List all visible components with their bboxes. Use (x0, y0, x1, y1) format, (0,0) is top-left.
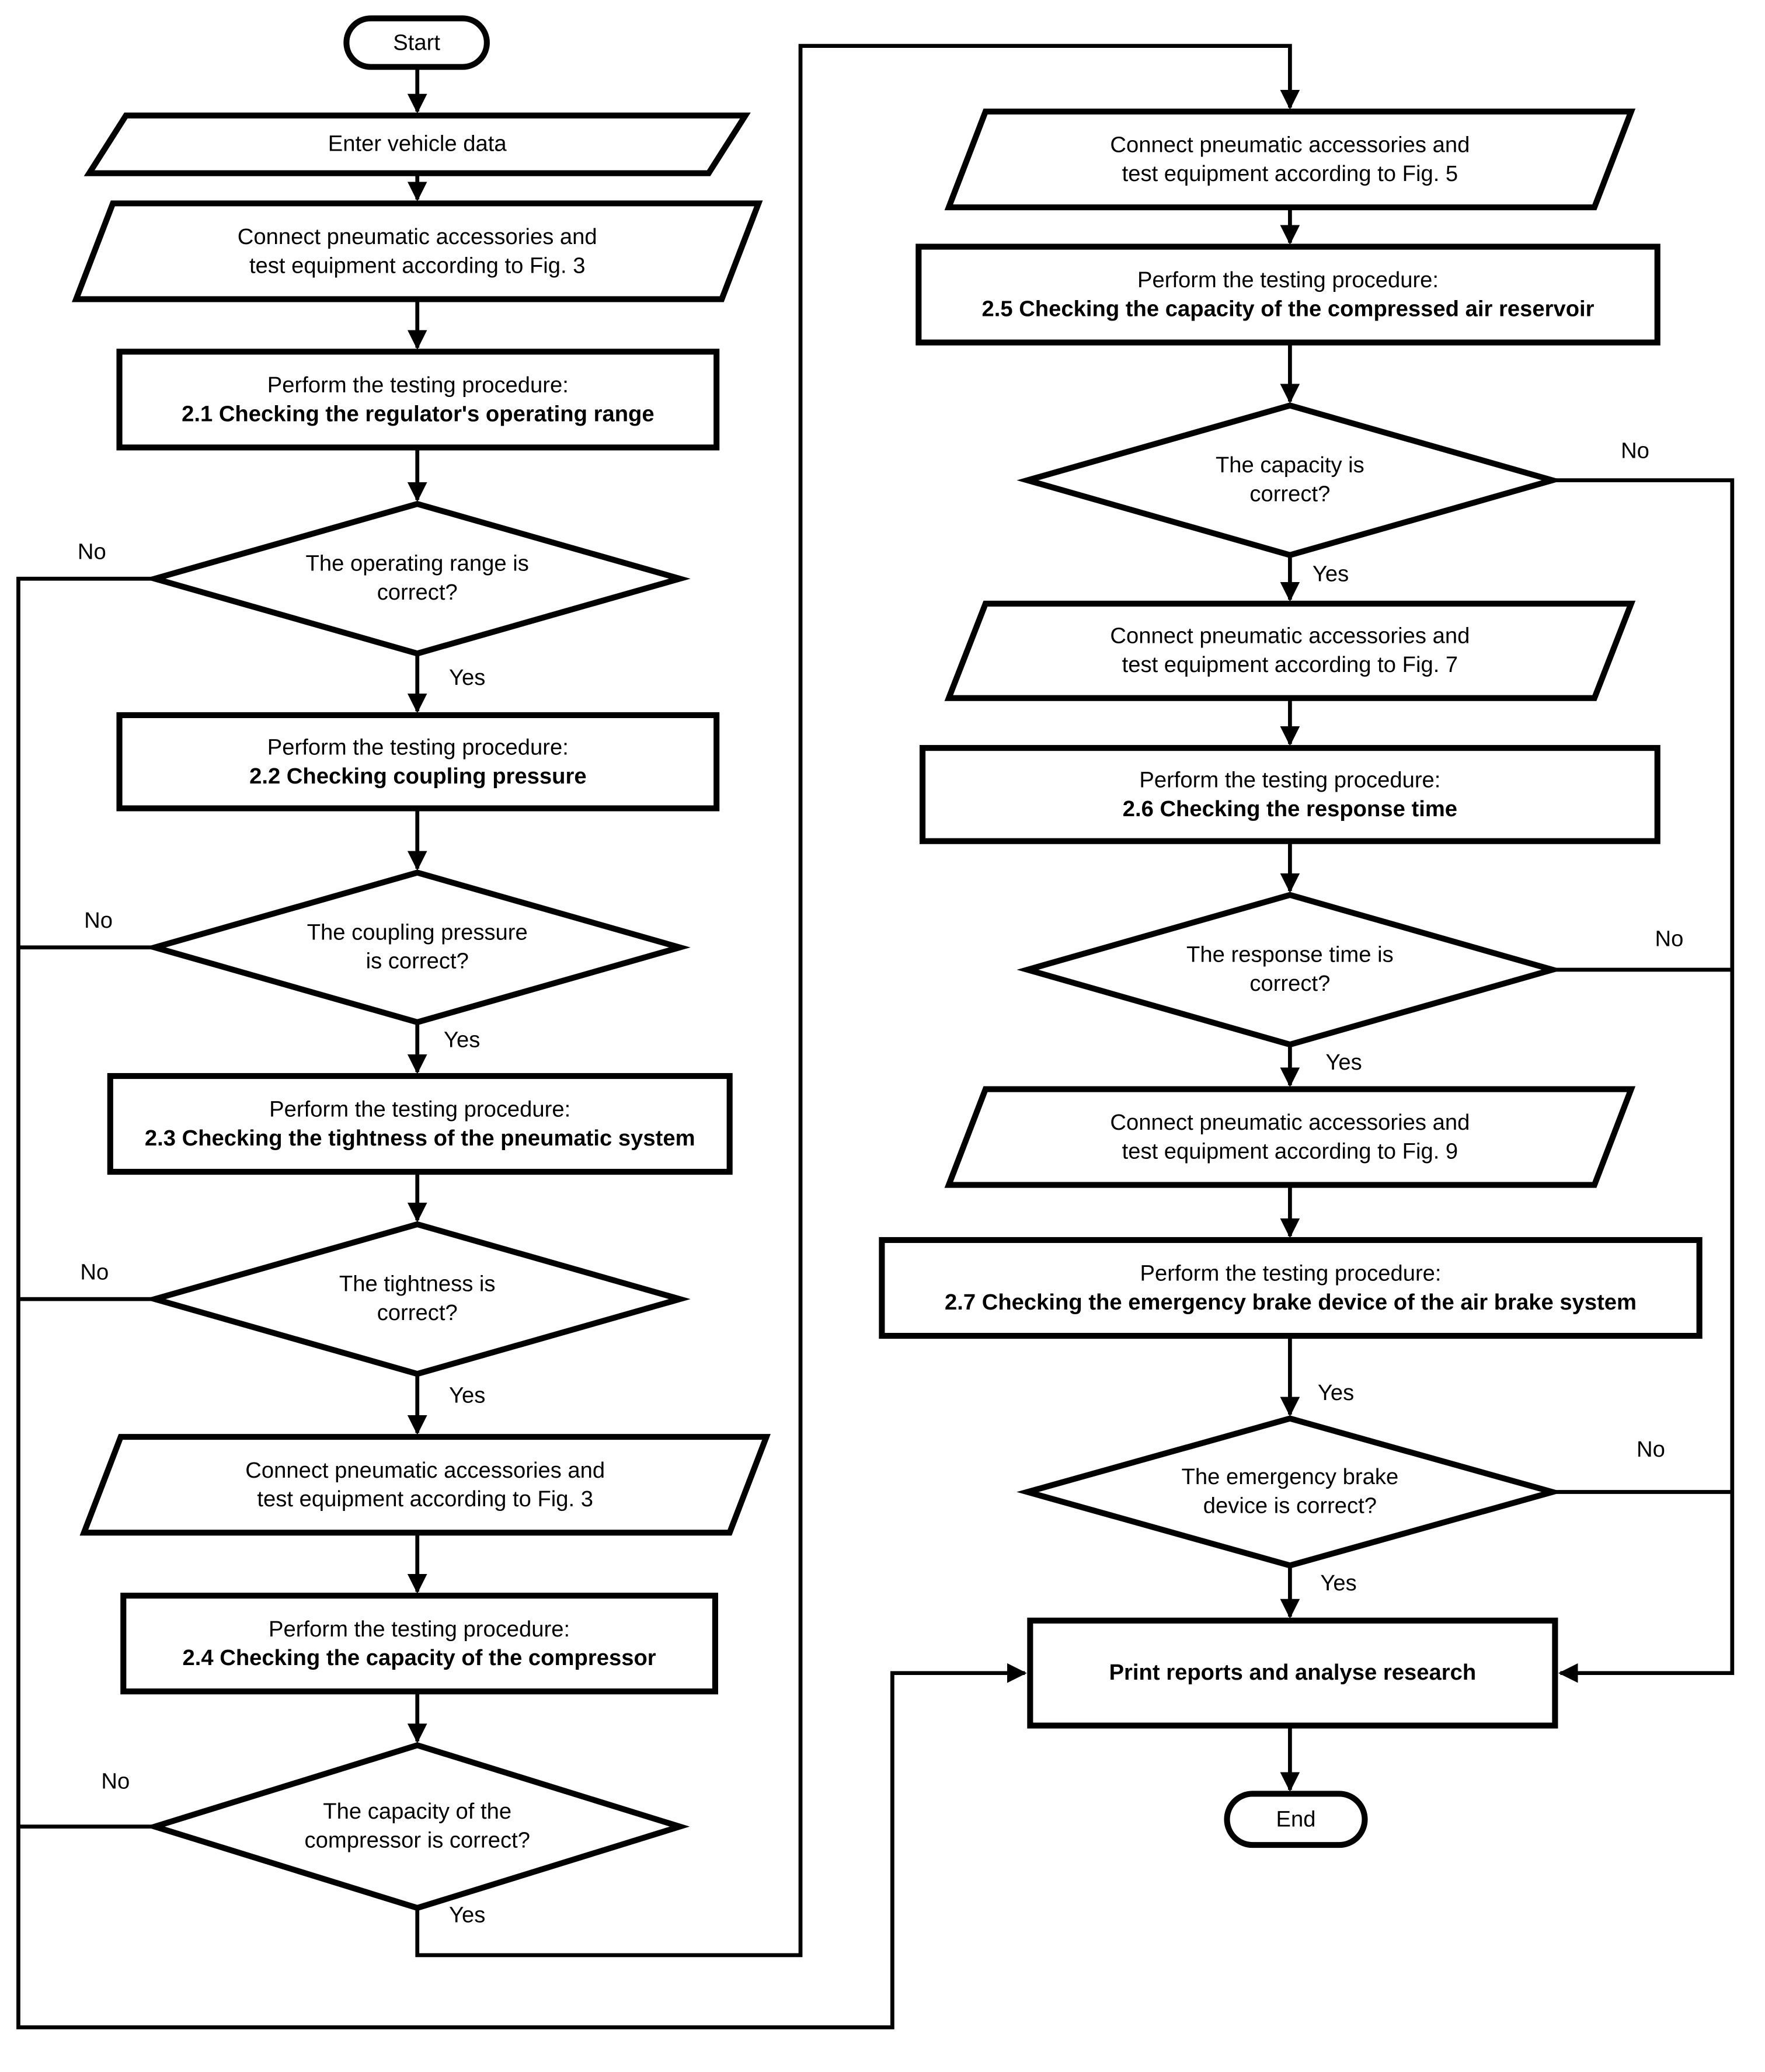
label-yes-tightness: Yes (448, 1383, 486, 1408)
decision-operating-range (155, 504, 680, 653)
decision-operating-range-line2: correct? (377, 580, 458, 605)
decision-capacity-line2: correct? (1249, 481, 1331, 507)
decision-coupling-pressure-line2: is correct? (365, 949, 469, 974)
connect-fig5-line2: test equipment according to Fig. 5 (1122, 161, 1458, 186)
decision-tightness-line1: The tightness is (339, 1272, 496, 1297)
print-reports-line1: Print reports and analyse research (1109, 1660, 1477, 1686)
process-2-6 (922, 748, 1658, 841)
process-2-4 (123, 1596, 715, 1691)
label-yes-before-emergency: Yes (1317, 1380, 1355, 1406)
connect-fig5-line1: Connect pneumatic accessories and (1110, 132, 1470, 158)
process-2-1-line2: 2.1 Checking the regulator's operating range (182, 401, 655, 426)
connect-fig3b-line2: test equipment according to Fig. 3 (257, 1486, 594, 1512)
label-no-emergency: No (1637, 1437, 1665, 1462)
process-2-6-line2: 2.6 Checking the response time (1122, 796, 1458, 821)
label-no-response-time: No (1655, 926, 1684, 952)
decision-capacity-line1: The capacity is (1215, 452, 1364, 478)
decision-response-time (1028, 895, 1552, 1044)
io-connect-fig3a (76, 203, 758, 299)
process-2-4-line2: 2.4 Checking the capacity of the compressor (182, 1645, 656, 1670)
process-2-1-line1: Perform the testing procedure: (267, 372, 569, 398)
label-no-tightness: No (80, 1259, 109, 1285)
process-2-5-line1: Perform the testing procedure: (1137, 267, 1439, 292)
label-yes-compressor: Yes (448, 1903, 486, 1928)
label-yes-coupling-pressure: Yes (443, 1027, 481, 1053)
start-terminator (346, 18, 486, 67)
connect-fig3b-line1: Connect pneumatic accessories and (245, 1457, 605, 1483)
decision-compressor (155, 1745, 680, 1908)
process-2-5-line2: 2.5 Checking the capacity of the compressed air reservoir (981, 295, 1595, 321)
process-2-2-line2: 2.2 Checking coupling pressure (249, 762, 587, 788)
label-yes-emergency: Yes (1320, 1570, 1357, 1596)
label-no-compressor: No (101, 1768, 130, 1794)
process-2-7 (882, 1240, 1699, 1336)
label-no-operating-range: No (77, 539, 106, 565)
enter-vehicle-data-line1: Enter vehicle data (328, 131, 507, 156)
connect-fig3a-line2: test equipment according to Fig. 3 (249, 252, 586, 278)
label-yes-capacity: Yes (1312, 561, 1349, 587)
process-2-3 (110, 1076, 730, 1172)
process-2-7-line1: Perform the testing procedure: (1140, 1260, 1442, 1286)
process-2-6-line1: Perform the testing procedure: (1139, 767, 1441, 792)
io-connect-fig9 (949, 1089, 1631, 1185)
decision-coupling-pressure (155, 873, 680, 1022)
decision-compressor-line1: The capacity of the (323, 1799, 512, 1824)
process-2-1 (120, 351, 717, 447)
process-2-3-line2: 2.3 Checking the tightness of the pneumatic system (144, 1125, 695, 1151)
io-enter-vehicle-data (89, 116, 746, 173)
decision-emergency-brake-line1: The emergency brake (1181, 1464, 1399, 1490)
decision-emergency-brake-line2: device is correct? (1203, 1493, 1377, 1519)
decision-capacity (1028, 406, 1552, 555)
decision-operating-range-line1: The operating range is (305, 551, 529, 577)
decision-compressor-line2: compressor is correct? (304, 1827, 530, 1853)
label-yes-operating-range: Yes (448, 665, 486, 691)
decision-coupling-pressure-line1: The coupling pressure (307, 920, 528, 945)
start-label: Start (393, 29, 440, 55)
io-connect-fig3b (84, 1437, 767, 1533)
connect-fig7-line2: test equipment according to Fig. 7 (1122, 652, 1458, 677)
process-2-4-line1: Perform the testing procedure: (269, 1616, 570, 1642)
decision-tightness-line2: correct? (377, 1300, 458, 1326)
connect-fig7-line1: Connect pneumatic accessories and (1110, 624, 1470, 649)
decision-response-time-line1: The response time is (1186, 942, 1394, 968)
label-yes-response-time: Yes (1325, 1050, 1362, 1075)
decision-emergency-brake (1028, 1419, 1552, 1566)
process-2-2-line1: Perform the testing procedure: (267, 734, 569, 760)
process-2-5 (918, 247, 1657, 343)
end-terminator (1227, 1794, 1365, 1845)
decision-response-time-line2: correct? (1249, 971, 1331, 996)
connect-fig9-line1: Connect pneumatic accessories and (1110, 1109, 1470, 1135)
process-2-7-line2: 2.7 Checking the emergency brake device of the air brake system (944, 1289, 1637, 1314)
connect-fig3a-line1: Connect pneumatic accessories and (237, 224, 597, 249)
io-connect-fig5 (949, 112, 1631, 207)
decision-tightness (155, 1224, 680, 1374)
connect-fig9-line2: test equipment according to Fig. 9 (1122, 1138, 1458, 1164)
label-no-coupling-pressure: No (84, 908, 113, 934)
process-2-3-line1: Perform the testing procedure: (269, 1096, 571, 1122)
io-connect-fig7 (949, 604, 1631, 698)
process-2-2 (120, 715, 717, 809)
end-label: End (1276, 1806, 1316, 1831)
process-print-reports (1030, 1621, 1555, 1726)
label-no-capacity: No (1621, 438, 1649, 464)
